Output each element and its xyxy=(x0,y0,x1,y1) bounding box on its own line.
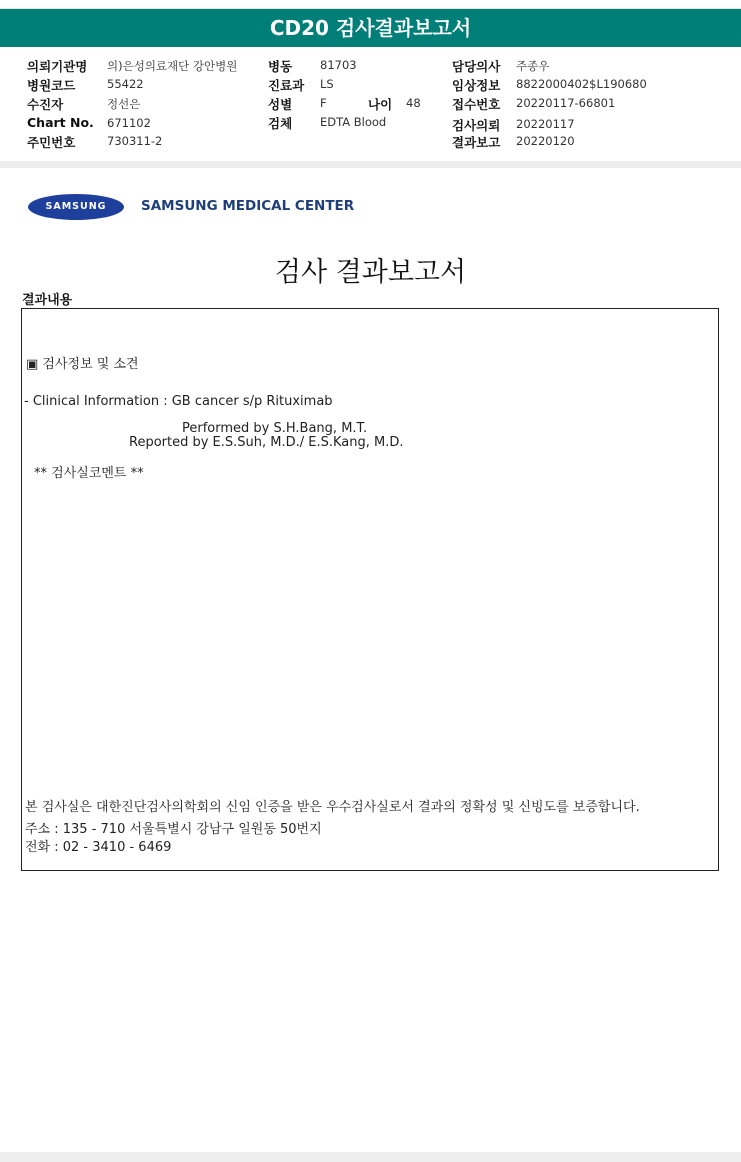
report-date-label: 결과보고 xyxy=(452,135,501,150)
receipt-no-value: 20220117-66801 xyxy=(516,96,616,110)
request-label: 검사의뢰 xyxy=(452,118,501,133)
ward-label: 병동 xyxy=(268,59,293,74)
specimen-value: EDTA Blood xyxy=(320,115,387,129)
report-date-value: 20220120 xyxy=(516,134,575,148)
results-box xyxy=(21,308,719,871)
clinical-info-label: 임상정보 xyxy=(452,78,501,93)
ward-value: 81703 xyxy=(320,58,357,72)
id-no-label: 주민번호 xyxy=(27,135,76,150)
medical-center-name: SAMSUNG MEDICAL CENTER xyxy=(141,198,355,214)
chart-no-value: 671102 xyxy=(107,116,151,130)
lab-comment-label: ** 검사실코멘트 ** xyxy=(34,466,144,481)
age-value: 48 xyxy=(406,96,421,110)
top-strip xyxy=(0,0,741,9)
info-heading: ▣ 검사정보 및 소견 xyxy=(26,357,139,372)
chart-no-label: Chart No. xyxy=(27,115,94,130)
doctor-label: 담당의사 xyxy=(452,59,501,74)
samsung-badge: SAMSUNG xyxy=(28,194,124,220)
lab-address: 주소 : 135 - 710 서울특별시 강남구 일원동 50번지 xyxy=(25,822,322,837)
request-value: 20220117 xyxy=(516,117,575,131)
age-label: 나이 xyxy=(368,97,393,112)
reported-by: Reported by E.S.Suh, M.D./ E.S.Kang, M.D. xyxy=(129,435,404,450)
samsung-logo xyxy=(28,194,358,222)
bottom-strip xyxy=(0,1152,741,1162)
institution-label: 의뢰기관명 xyxy=(27,59,88,74)
patient-value: 정선은 xyxy=(107,97,141,111)
hospital-code-value: 55422 xyxy=(107,77,144,91)
id-no-value: 730311-2 xyxy=(107,134,163,148)
patient-label: 수진자 xyxy=(27,97,64,112)
hospital-code-label: 병원코드 xyxy=(27,78,76,93)
clinical-info-value: 8822000402$L190680 xyxy=(516,77,647,91)
specimen-label: 검체 xyxy=(268,116,293,131)
patient-info-panel xyxy=(0,47,741,158)
lab-phone: 전화 : 02 - 3410 - 6469 xyxy=(25,840,172,855)
doctor-value: 주종우 xyxy=(516,59,550,73)
institution-value: 의)은성의료재단 강안병원 xyxy=(107,59,238,73)
department-value: LS xyxy=(320,77,334,91)
certification-statement: 본 검사실은 대한진단검사의학회의 신임 인증을 받은 우수검사실로서 결과의 정확성 및 신빙도를 보증합니다. xyxy=(25,800,640,815)
sex-label: 성별 xyxy=(268,97,293,112)
receipt-no-label: 접수번호 xyxy=(452,97,501,112)
sex-value: F xyxy=(320,96,327,110)
document-title: 검사 결과보고서 xyxy=(274,257,467,288)
section-separator xyxy=(0,161,741,168)
performed-by: Performed by S.H.Bang, M.T. xyxy=(182,421,368,436)
results-section-label: 결과내용 xyxy=(22,293,73,308)
department-label: 진료과 xyxy=(268,78,305,93)
report-header-title: CD20 검사결과보고서 xyxy=(0,9,741,47)
clinical-information: - Clinical Information : GB cancer s/p Rituximab xyxy=(24,394,333,409)
